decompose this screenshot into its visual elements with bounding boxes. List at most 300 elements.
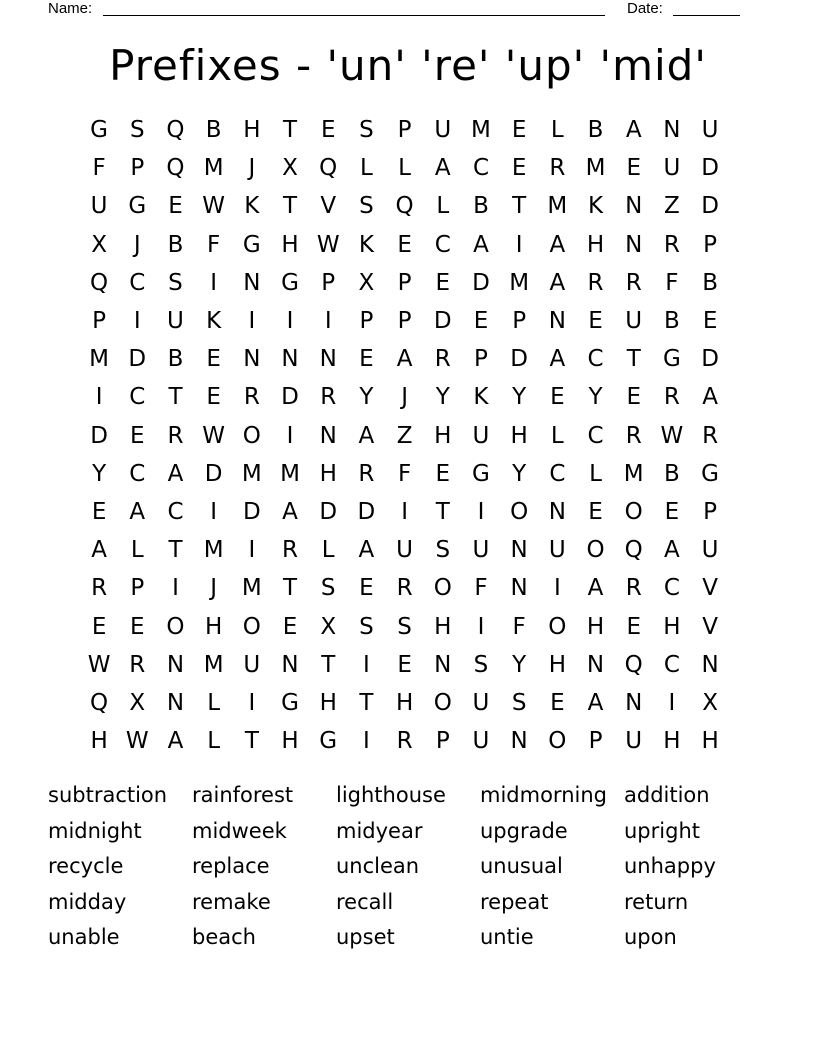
grid-letter: C	[587, 346, 604, 373]
grid-letter: S	[359, 117, 374, 144]
grid-letter: U	[396, 537, 414, 564]
grid-letter: Z	[396, 422, 413, 449]
grid-letter: E	[206, 346, 221, 373]
word-bank-item: upright	[624, 818, 700, 843]
grid-letter: D	[281, 384, 299, 411]
grid-letter: L	[589, 460, 602, 487]
grid-letter: L	[550, 422, 564, 449]
grid-letter: O	[586, 537, 605, 564]
word-bank-item: midday	[48, 889, 127, 914]
date-blank-line	[673, 15, 740, 16]
grid-letter: D	[204, 460, 223, 487]
grid-letter: U	[472, 728, 490, 755]
grid-letter: H	[434, 613, 452, 640]
grid-letter: C	[129, 460, 146, 487]
grid-letter: I	[248, 308, 256, 335]
grid-letter: P	[588, 728, 603, 755]
grid-letter: G	[281, 689, 299, 716]
grid-letter: A	[549, 269, 566, 296]
page-title: Prefixes - 'un' 're' 'up' 'mid'	[109, 41, 707, 90]
grid-letter: M	[509, 269, 530, 296]
grid-letter: T	[512, 193, 527, 220]
grid-letter: Y	[92, 460, 107, 487]
grid-letter: J	[401, 384, 408, 411]
word-bank-item: upon	[624, 925, 677, 949]
grid-letter: H	[701, 728, 719, 755]
word-bank-item: beach	[192, 925, 256, 949]
word-bank-item: upset	[336, 925, 395, 949]
grid-letter: R	[358, 460, 375, 487]
grid-letter: G	[90, 117, 108, 144]
grid-letter: H	[395, 689, 414, 716]
grid-letter: E	[91, 498, 107, 525]
grid-letter: G	[242, 231, 261, 258]
grid-letter: O	[510, 498, 529, 525]
grid-letter: O	[242, 422, 261, 449]
grid-letter: K	[358, 231, 374, 258]
grid-letter: W	[125, 728, 149, 755]
grid-letter: I	[324, 308, 332, 335]
word-bank-item: unusual	[480, 854, 563, 878]
grid-letter: E	[702, 308, 718, 335]
grid-letter: P	[92, 308, 107, 335]
grid-letter: Y	[512, 460, 527, 487]
grid-letter: H	[663, 728, 681, 755]
letter-grid	[80, 111, 736, 761]
grid-letter: B	[702, 269, 718, 296]
grid-letter: B	[664, 308, 680, 335]
grid-letter: M	[203, 537, 224, 564]
grid-letter: P	[397, 269, 412, 296]
grid-letter: L	[207, 728, 221, 755]
grid-letter: A	[167, 460, 184, 487]
grid-letter: E	[626, 155, 641, 182]
grid-letter: P	[130, 575, 145, 602]
grid-letter: X	[320, 613, 337, 640]
word-bank-item: midnight	[48, 818, 142, 843]
grid-letter: R	[434, 346, 451, 373]
grid-letter: I	[210, 498, 218, 525]
grid-letter: D	[510, 346, 529, 373]
grid-letter: J	[248, 155, 256, 182]
grid-letter: P	[359, 308, 374, 335]
grid-letter: R	[129, 651, 146, 678]
grid-letter: R	[243, 384, 260, 411]
grid-letter: D	[90, 422, 108, 449]
grid-letter: D	[472, 269, 490, 296]
grid-letter: R	[320, 384, 337, 411]
grid-letter: Y	[512, 651, 527, 678]
grid-letter: N	[319, 422, 337, 449]
grid-letter: O	[548, 613, 567, 640]
grid-letter: Q	[166, 155, 185, 182]
grid-letter: B	[205, 117, 222, 144]
grid-letter: Y	[512, 384, 527, 411]
word-bank-item: untie	[480, 925, 534, 949]
grid-letter: E	[435, 269, 451, 296]
grid-letter: F	[92, 155, 106, 182]
grid-letter: V	[702, 613, 718, 640]
grid-letter: A	[587, 689, 604, 716]
grid-letter: O	[548, 728, 567, 755]
grid-letter: N	[281, 346, 299, 373]
grid-letter: R	[167, 422, 184, 449]
grid-letter: A	[358, 422, 375, 449]
grid-letter: H	[319, 689, 337, 716]
grid-letter: Q	[624, 651, 643, 678]
grid-letter: C	[549, 460, 566, 487]
grid-letter: G	[472, 460, 490, 487]
grid-letter: X	[91, 231, 107, 258]
grid-letter: B	[167, 346, 184, 373]
grid-letter: E	[130, 422, 145, 449]
grid-letter: M	[471, 117, 491, 144]
word-bank-item: addition	[624, 783, 710, 807]
grid-letter: N	[586, 651, 605, 678]
grid-letter: I	[401, 498, 408, 525]
grid-letter: L	[130, 537, 144, 564]
grid-letter: G	[281, 269, 299, 296]
grid-letter: N	[434, 651, 452, 678]
word-bank-item: unclean	[336, 854, 420, 878]
grid-letter: V	[320, 193, 337, 220]
grid-letter: C	[129, 384, 146, 411]
grid-letter: N	[166, 689, 185, 716]
grid-letter: D	[433, 308, 452, 335]
grid-letter: O	[624, 498, 643, 525]
word-bank-item: recall	[336, 889, 394, 914]
grid-letter: E	[511, 117, 527, 144]
grid-letter: A	[282, 498, 298, 525]
grid-letter: O	[166, 613, 185, 640]
grid-letter: N	[625, 193, 643, 220]
grid-letter: Q	[90, 689, 109, 716]
grid-letter: C	[472, 155, 489, 182]
grid-letter: E	[435, 460, 451, 487]
grid-letter: H	[434, 422, 452, 449]
grid-letter: E	[91, 613, 107, 640]
grid-letter: I	[515, 231, 523, 258]
grid-letter: I	[248, 689, 256, 716]
grid-letter: S	[435, 537, 451, 564]
name-date-line	[48, 0, 748, 20]
grid-letter: Q	[166, 117, 185, 144]
grid-letter: P	[703, 231, 718, 258]
grid-letter: E	[473, 308, 489, 335]
grid-letter: J	[133, 231, 141, 258]
grid-letter: I	[668, 689, 676, 716]
grid-letter: R	[282, 537, 299, 564]
grid-letter: Q	[624, 537, 643, 564]
grid-letter: U	[243, 651, 261, 678]
grid-letter: A	[396, 346, 413, 373]
grid-letter: P	[703, 498, 718, 525]
grid-letter: S	[397, 613, 412, 640]
grid-letter: U	[625, 308, 643, 335]
grid-letter: M	[241, 460, 262, 487]
grid-letter: T	[283, 193, 298, 220]
grid-letter: E	[359, 346, 374, 373]
grid-letter: T	[168, 384, 183, 411]
grid-letter: I	[286, 308, 294, 335]
grid-letter: T	[168, 537, 183, 564]
date-label: Date:	[627, 0, 663, 17]
grid-letter: E	[320, 117, 336, 144]
grid-letter: D	[319, 498, 338, 525]
grid-letter: X	[282, 155, 298, 182]
grid-letter: E	[282, 613, 298, 640]
grid-letter: H	[281, 231, 299, 258]
grid-letter: X	[702, 689, 718, 716]
grid-letter: R	[625, 269, 642, 296]
grid-letter: W	[316, 231, 340, 258]
grid-letter: F	[207, 231, 221, 258]
grid-letter: M	[623, 460, 644, 487]
grid-letter: P	[130, 155, 145, 182]
grid-letter: L	[321, 537, 335, 564]
grid-letter: N	[548, 308, 566, 335]
grid-letter: M	[585, 155, 606, 182]
grid-letter: V	[702, 575, 718, 602]
grid-letter: S	[168, 269, 183, 296]
grid-letter: Y	[359, 384, 374, 411]
grid-letter: U	[625, 728, 643, 755]
grid-letter: R	[663, 231, 680, 258]
grid-letter: C	[434, 231, 451, 258]
grid-letter: B	[587, 117, 604, 144]
grid-letter: C	[663, 651, 680, 678]
grid-letter: A	[91, 537, 107, 564]
word-bank-item: unable	[48, 925, 120, 949]
grid-letter: S	[359, 193, 374, 220]
grid-letter: R	[625, 575, 642, 602]
grid-letter: P	[474, 346, 488, 373]
grid-letter: A	[587, 575, 604, 602]
grid-letter: D	[701, 193, 719, 220]
word-bank-item: recycle	[48, 854, 124, 878]
grid-letter: I	[477, 498, 485, 525]
grid-letter: N	[281, 651, 299, 678]
grid-letter: T	[283, 575, 298, 602]
grid-letter: N	[166, 651, 185, 678]
grid-letter: N	[625, 231, 643, 258]
grid-letter: A	[549, 231, 566, 258]
grid-letter: F	[397, 460, 412, 487]
grid-letter: N	[548, 498, 566, 525]
grid-letter: N	[510, 537, 528, 564]
grid-letter: N	[319, 346, 337, 373]
grid-letter: H	[319, 460, 337, 487]
grid-letter: G	[701, 460, 719, 487]
grid-letter: M	[280, 460, 300, 487]
grid-letter: U	[472, 689, 490, 716]
grid-letter: I	[172, 575, 179, 602]
grid-letter: G	[128, 193, 147, 220]
grid-letter: P	[435, 728, 450, 755]
grid-letter: N	[510, 728, 528, 755]
word-bank-item: repeat	[480, 889, 549, 914]
grid-letter: F	[474, 575, 488, 602]
name-label: Name:	[48, 0, 93, 17]
grid-letter: W	[202, 193, 226, 220]
grid-letter: H	[510, 422, 528, 449]
grid-letter: O	[242, 613, 261, 640]
grid-letter: Q	[90, 269, 109, 296]
grid-letter: A	[549, 346, 566, 373]
grid-letter: H	[586, 613, 605, 640]
grid-letter: C	[663, 575, 680, 602]
grid-letter: N	[663, 117, 681, 144]
grid-letter: S	[511, 689, 527, 716]
grid-letter: P	[512, 308, 527, 335]
grid-letter: H	[243, 117, 261, 144]
grid-letter: E	[511, 155, 527, 182]
grid-letter: N	[243, 346, 261, 373]
grid-letter: E	[664, 498, 680, 525]
grid-letter: T	[435, 498, 450, 525]
grid-letter: N	[701, 651, 719, 678]
grid-letter: A	[625, 117, 642, 144]
grid-letter: K	[206, 308, 222, 335]
grid-letter: M	[547, 193, 568, 220]
grid-letter: U	[434, 117, 452, 144]
word-bank-item: replace	[192, 854, 270, 878]
grid-letter: R	[663, 384, 680, 411]
grid-letter: T	[359, 689, 374, 716]
grid-letter: G	[662, 346, 681, 373]
grid-letter: R	[549, 155, 566, 182]
grid-letter: L	[207, 689, 221, 716]
grid-letter: U	[167, 308, 184, 335]
grid-letter: T	[626, 346, 641, 373]
grid-letter: C	[167, 498, 184, 525]
grid-letter: Y	[588, 384, 603, 411]
grid-letter: T	[283, 117, 298, 144]
grid-letter: H	[90, 728, 108, 755]
word-bank-item: rainforest	[192, 783, 294, 807]
grid-letter: A	[664, 537, 680, 564]
word-bank-item: midmorning	[480, 783, 607, 807]
grid-letter: X	[358, 269, 375, 296]
grid-letter: E	[588, 498, 603, 525]
grid-letter: I	[133, 308, 141, 335]
grid-letter: F	[512, 613, 526, 640]
grid-letter: S	[129, 117, 145, 144]
grid-letter: A	[167, 728, 184, 755]
grid-letter: U	[701, 537, 719, 564]
grid-letter: B	[167, 231, 184, 258]
grid-letter: H	[586, 231, 605, 258]
word-bank-item: upgrade	[480, 818, 568, 843]
grid-letter: P	[397, 117, 412, 144]
grid-letter: M	[203, 155, 224, 182]
grid-letter: I	[477, 613, 485, 640]
word-bank-item: unhappy	[624, 854, 716, 878]
grid-letter: S	[473, 651, 489, 678]
grid-letter: J	[210, 575, 218, 602]
grid-letter: R	[625, 422, 642, 449]
grid-letter: A	[473, 231, 489, 258]
grid-letter: O	[433, 689, 452, 716]
grid-letter: U	[701, 117, 719, 144]
grid-letter: I	[553, 575, 561, 602]
grid-letter: T	[244, 728, 259, 755]
grid-letter: G	[319, 728, 338, 755]
grid-letter: R	[702, 422, 719, 449]
grid-letter: P	[397, 308, 412, 335]
grid-letter: N	[625, 689, 643, 716]
grid-letter: E	[550, 689, 565, 716]
word-bank-item: remake	[192, 889, 271, 914]
grid-letter: E	[168, 193, 183, 220]
grid-letter: Q	[395, 193, 414, 220]
grid-letter: U	[663, 155, 681, 182]
grid-letter: K	[473, 384, 489, 411]
grid-letter: D	[128, 346, 147, 373]
grid-letter: U	[472, 537, 490, 564]
grid-letter: R	[396, 575, 413, 602]
grid-letter: L	[398, 155, 411, 182]
word-bank-item: lighthouse	[336, 783, 446, 807]
grid-letter: E	[550, 384, 565, 411]
grid-letter: I	[210, 269, 218, 296]
grid-letter: X	[129, 689, 146, 716]
grid-letter: R	[587, 269, 604, 296]
grid-letter: C	[587, 422, 604, 449]
grid-letter: M	[89, 346, 110, 373]
grid-letter: O	[433, 575, 452, 602]
grid-letter: A	[358, 537, 375, 564]
grid-letter: I	[286, 422, 294, 449]
word-bank-item: midyear	[336, 818, 423, 843]
grid-letter: E	[626, 613, 641, 640]
grid-letter: N	[510, 575, 528, 602]
name-blank-line	[103, 15, 605, 16]
grid-letter: L	[359, 155, 373, 182]
grid-letter: L	[436, 193, 450, 220]
grid-letter: E	[397, 651, 412, 678]
grid-letter: B	[473, 193, 489, 220]
grid-letter: P	[321, 269, 336, 296]
grid-letter: H	[548, 651, 566, 678]
word-bank-item: midweek	[192, 818, 287, 843]
grid-letter: E	[626, 384, 641, 411]
word-bank	[48, 778, 768, 956]
grid-letter: Y	[435, 384, 450, 411]
grid-letter: D	[357, 498, 376, 525]
grid-letter: E	[206, 384, 221, 411]
grid-letter: A	[434, 155, 451, 182]
grid-letter: D	[701, 346, 719, 373]
grid-letter: E	[588, 308, 603, 335]
grid-letter: S	[320, 575, 336, 602]
grid-letter: K	[587, 193, 604, 220]
grid-letter: B	[664, 460, 680, 487]
grid-letter: Q	[319, 155, 338, 182]
grid-letter: U	[90, 193, 108, 220]
grid-letter: U	[548, 537, 566, 564]
grid-letter: M	[241, 575, 262, 602]
grid-letter: E	[130, 613, 145, 640]
word-bank-item: subtraction	[48, 783, 168, 807]
grid-letter: R	[396, 728, 413, 755]
grid-letter: H	[281, 728, 299, 755]
grid-letter: K	[244, 193, 260, 220]
grid-letter: I	[363, 651, 370, 678]
grid-letter: I	[248, 537, 256, 564]
grid-letter: W	[660, 422, 684, 449]
word-bank-item: return	[624, 889, 689, 914]
